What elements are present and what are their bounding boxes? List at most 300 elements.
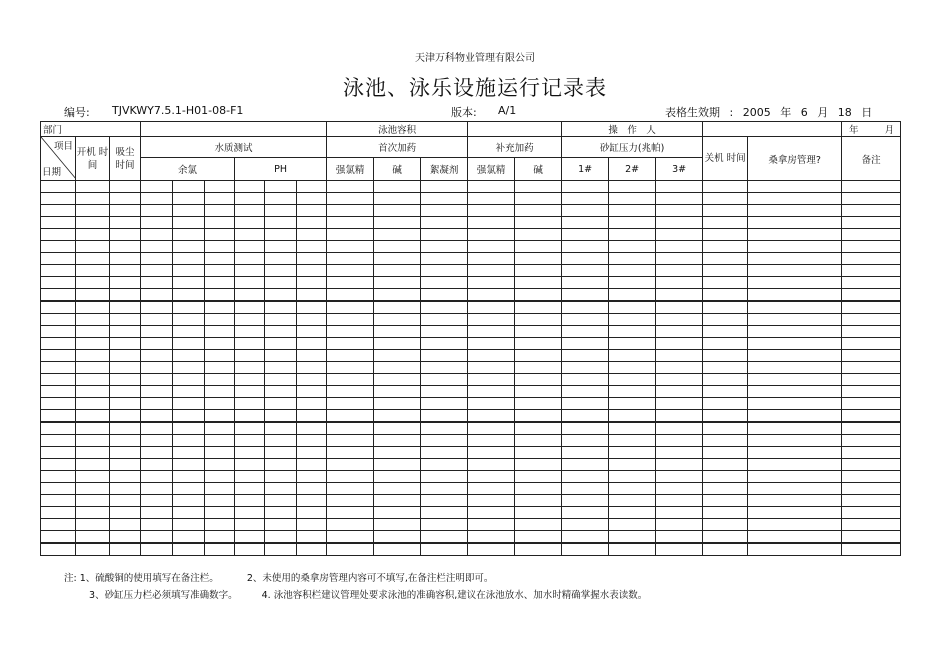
entry-cell[interactable] (656, 398, 703, 410)
entry-cell[interactable] (468, 386, 515, 398)
entry-cell[interactable] (562, 265, 609, 277)
entry-cell[interactable] (421, 193, 468, 205)
entry-cell[interactable] (515, 326, 562, 338)
entry-cell[interactable] (76, 289, 110, 302)
entry-cell[interactable] (468, 447, 515, 459)
entry-cell[interactable] (842, 265, 901, 277)
entry-cell[interactable] (515, 398, 562, 410)
entry-cell[interactable] (515, 338, 562, 350)
entry-cell[interactable] (110, 301, 141, 314)
entry-cell[interactable] (110, 338, 141, 350)
entry-cell[interactable] (205, 289, 235, 302)
entry-cell[interactable] (703, 495, 748, 507)
entry-cell[interactable] (327, 447, 374, 459)
entry-cell[interactable] (235, 350, 265, 362)
entry-cell[interactable] (327, 205, 374, 217)
entry-cell[interactable] (297, 507, 327, 519)
entry-cell[interactable] (748, 205, 842, 217)
entry-cell[interactable] (265, 193, 297, 205)
entry-cell[interactable] (327, 422, 374, 435)
entry-cell[interactable] (173, 205, 205, 217)
entry-cell[interactable] (110, 374, 141, 386)
entry-cell[interactable] (515, 229, 562, 241)
entry-cell[interactable] (265, 241, 297, 253)
entry-cell[interactable] (842, 181, 901, 193)
entry-cell[interactable] (327, 435, 374, 447)
entry-cell[interactable] (656, 410, 703, 423)
entry-cell[interactable] (562, 543, 609, 556)
entry-cell[interactable] (41, 543, 76, 556)
entry-cell[interactable] (173, 350, 205, 362)
entry-cell[interactable] (703, 531, 748, 544)
entry-cell[interactable] (421, 531, 468, 544)
entry-cell[interactable] (562, 253, 609, 265)
entry-cell[interactable] (76, 519, 110, 531)
entry-cell[interactable] (842, 483, 901, 495)
entry-cell[interactable] (468, 471, 515, 483)
entry-cell[interactable] (842, 338, 901, 350)
entry-cell[interactable] (609, 314, 656, 326)
entry-cell[interactable] (205, 314, 235, 326)
entry-cell[interactable] (41, 447, 76, 459)
entry-cell[interactable] (656, 362, 703, 374)
entry-cell[interactable] (562, 217, 609, 229)
entry-cell[interactable] (656, 338, 703, 350)
entry-cell[interactable] (76, 217, 110, 229)
entry-cell[interactable] (421, 422, 468, 435)
entry-cell[interactable] (515, 181, 562, 193)
entry-cell[interactable] (76, 350, 110, 362)
entry-cell[interactable] (235, 471, 265, 483)
entry-cell[interactable] (562, 435, 609, 447)
entry-cell[interactable] (656, 386, 703, 398)
entry-cell[interactable] (265, 531, 297, 544)
entry-cell[interactable] (656, 543, 703, 556)
entry-cell[interactable] (748, 435, 842, 447)
entry-cell[interactable] (748, 314, 842, 326)
entry-cell[interactable] (842, 435, 901, 447)
entry-cell[interactable] (515, 301, 562, 314)
entry-cell[interactable] (327, 241, 374, 253)
entry-cell[interactable] (656, 326, 703, 338)
entry-cell[interactable] (235, 410, 265, 423)
entry-cell[interactable] (141, 205, 173, 217)
entry-cell[interactable] (110, 435, 141, 447)
entry-cell[interactable] (41, 314, 76, 326)
entry-cell[interactable] (205, 398, 235, 410)
entry-cell[interactable] (235, 253, 265, 265)
entry-cell[interactable] (265, 422, 297, 435)
entry-cell[interactable] (173, 265, 205, 277)
entry-cell[interactable] (205, 507, 235, 519)
entry-cell[interactable] (609, 495, 656, 507)
entry-cell[interactable] (235, 459, 265, 471)
entry-cell[interactable] (656, 471, 703, 483)
entry-cell[interactable] (265, 217, 297, 229)
entry-cell[interactable] (468, 362, 515, 374)
entry-cell[interactable] (76, 277, 110, 289)
entry-cell[interactable] (374, 277, 421, 289)
entry-cell[interactable] (374, 205, 421, 217)
entry-cell[interactable] (609, 422, 656, 435)
entry-cell[interactable] (748, 326, 842, 338)
entry-cell[interactable] (468, 350, 515, 362)
entry-cell[interactable] (205, 253, 235, 265)
entry-cell[interactable] (327, 314, 374, 326)
entry-cell[interactable] (748, 350, 842, 362)
entry-cell[interactable] (327, 386, 374, 398)
entry-cell[interactable] (173, 253, 205, 265)
entry-cell[interactable] (703, 217, 748, 229)
entry-cell[interactable] (562, 386, 609, 398)
entry-cell[interactable] (110, 543, 141, 556)
entry-cell[interactable] (703, 362, 748, 374)
entry-cell[interactable] (41, 217, 76, 229)
entry-cell[interactable] (76, 543, 110, 556)
entry-cell[interactable] (703, 350, 748, 362)
entry-cell[interactable] (748, 398, 842, 410)
entry-cell[interactable] (842, 507, 901, 519)
entry-cell[interactable] (421, 253, 468, 265)
entry-cell[interactable] (297, 362, 327, 374)
entry-cell[interactable] (141, 350, 173, 362)
entry-cell[interactable] (748, 447, 842, 459)
entry-cell[interactable] (205, 483, 235, 495)
entry-cell[interactable] (748, 495, 842, 507)
entry-cell[interactable] (842, 326, 901, 338)
entry-cell[interactable] (468, 531, 515, 544)
entry-cell[interactable] (41, 519, 76, 531)
entry-cell[interactable] (374, 338, 421, 350)
entry-cell[interactable] (235, 386, 265, 398)
entry-cell[interactable] (703, 543, 748, 556)
entry-cell[interactable] (421, 519, 468, 531)
entry-cell[interactable] (205, 386, 235, 398)
entry-cell[interactable] (515, 217, 562, 229)
entry-cell[interactable] (173, 289, 205, 302)
entry-cell[interactable] (297, 338, 327, 350)
entry-cell[interactable] (842, 410, 901, 423)
entry-cell[interactable] (173, 181, 205, 193)
entry-cell[interactable] (141, 265, 173, 277)
entry-cell[interactable] (173, 193, 205, 205)
entry-cell[interactable] (297, 314, 327, 326)
entry-cell[interactable] (141, 338, 173, 350)
entry-cell[interactable] (703, 181, 748, 193)
entry-cell[interactable] (110, 229, 141, 241)
entry-cell[interactable] (842, 374, 901, 386)
entry-cell[interactable] (515, 435, 562, 447)
entry-cell[interactable] (515, 447, 562, 459)
entry-cell[interactable] (41, 326, 76, 338)
entry-cell[interactable] (468, 277, 515, 289)
entry-cell[interactable] (76, 531, 110, 544)
entry-cell[interactable] (110, 193, 141, 205)
entry-cell[interactable] (235, 205, 265, 217)
entry-cell[interactable] (656, 459, 703, 471)
entry-cell[interactable] (703, 374, 748, 386)
entry-cell[interactable] (421, 265, 468, 277)
entry-cell[interactable] (327, 326, 374, 338)
entry-cell[interactable] (609, 338, 656, 350)
entry-cell[interactable] (110, 398, 141, 410)
entry-cell[interactable] (327, 531, 374, 544)
entry-cell[interactable] (748, 193, 842, 205)
entry-cell[interactable] (374, 386, 421, 398)
entry-cell[interactable] (173, 471, 205, 483)
pool-volume-value[interactable] (468, 122, 562, 137)
entry-cell[interactable] (374, 543, 421, 556)
entry-cell[interactable] (41, 410, 76, 423)
entry-cell[interactable] (374, 229, 421, 241)
entry-cell[interactable] (235, 507, 265, 519)
entry-cell[interactable] (235, 277, 265, 289)
entry-cell[interactable] (141, 301, 173, 314)
entry-cell[interactable] (374, 495, 421, 507)
entry-cell[interactable] (141, 543, 173, 556)
entry-cell[interactable] (842, 543, 901, 556)
entry-cell[interactable] (205, 205, 235, 217)
entry-cell[interactable] (748, 422, 842, 435)
entry-cell[interactable] (76, 253, 110, 265)
entry-cell[interactable] (205, 350, 235, 362)
entry-cell[interactable] (205, 265, 235, 277)
entry-cell[interactable] (515, 314, 562, 326)
entry-cell[interactable] (235, 447, 265, 459)
entry-cell[interactable] (374, 265, 421, 277)
entry-cell[interactable] (173, 229, 205, 241)
entry-cell[interactable] (110, 519, 141, 531)
entry-cell[interactable] (327, 289, 374, 302)
entry-cell[interactable] (141, 483, 173, 495)
entry-cell[interactable] (141, 447, 173, 459)
entry-cell[interactable] (703, 205, 748, 217)
entry-cell[interactable] (297, 326, 327, 338)
entry-cell[interactable] (748, 253, 842, 265)
entry-cell[interactable] (205, 410, 235, 423)
entry-cell[interactable] (842, 422, 901, 435)
entry-cell[interactable] (297, 435, 327, 447)
entry-cell[interactable] (297, 205, 327, 217)
entry-cell[interactable] (327, 229, 374, 241)
entry-cell[interactable] (235, 435, 265, 447)
entry-cell[interactable] (562, 422, 609, 435)
entry-cell[interactable] (76, 314, 110, 326)
entry-cell[interactable] (609, 459, 656, 471)
entry-cell[interactable] (421, 435, 468, 447)
entry-cell[interactable] (842, 229, 901, 241)
dept-value[interactable] (141, 122, 327, 137)
entry-cell[interactable] (173, 314, 205, 326)
entry-cell[interactable] (41, 205, 76, 217)
entry-cell[interactable] (374, 193, 421, 205)
entry-cell[interactable] (110, 241, 141, 253)
entry-cell[interactable] (205, 277, 235, 289)
entry-cell[interactable] (468, 241, 515, 253)
entry-cell[interactable] (235, 193, 265, 205)
entry-cell[interactable] (421, 386, 468, 398)
entry-cell[interactable] (468, 483, 515, 495)
entry-cell[interactable] (297, 495, 327, 507)
entry-cell[interactable] (141, 435, 173, 447)
entry-cell[interactable] (609, 229, 656, 241)
entry-cell[interactable] (265, 289, 297, 302)
entry-cell[interactable] (327, 181, 374, 193)
entry-cell[interactable] (374, 350, 421, 362)
entry-cell[interactable] (235, 422, 265, 435)
entry-cell[interactable] (703, 471, 748, 483)
entry-cell[interactable] (609, 350, 656, 362)
entry-cell[interactable] (173, 410, 205, 423)
entry-cell[interactable] (515, 543, 562, 556)
entry-cell[interactable] (515, 289, 562, 302)
entry-cell[interactable] (748, 241, 842, 253)
entry-cell[interactable] (421, 241, 468, 253)
entry-cell[interactable] (235, 229, 265, 241)
entry-cell[interactable] (76, 483, 110, 495)
entry-cell[interactable] (235, 326, 265, 338)
entry-cell[interactable] (265, 265, 297, 277)
entry-cell[interactable] (609, 386, 656, 398)
entry-cell[interactable] (41, 483, 76, 495)
entry-cell[interactable] (421, 447, 468, 459)
entry-cell[interactable] (297, 289, 327, 302)
entry-cell[interactable] (76, 459, 110, 471)
entry-cell[interactable] (76, 495, 110, 507)
entry-cell[interactable] (703, 265, 748, 277)
entry-cell[interactable] (609, 471, 656, 483)
entry-cell[interactable] (205, 471, 235, 483)
entry-cell[interactable] (327, 301, 374, 314)
entry-cell[interactable] (265, 314, 297, 326)
entry-cell[interactable] (110, 289, 141, 302)
entry-cell[interactable] (468, 229, 515, 241)
entry-cell[interactable] (297, 277, 327, 289)
entry-cell[interactable] (110, 459, 141, 471)
entry-cell[interactable] (327, 374, 374, 386)
entry-cell[interactable] (235, 217, 265, 229)
entry-cell[interactable] (173, 543, 205, 556)
entry-cell[interactable] (656, 217, 703, 229)
entry-cell[interactable] (748, 386, 842, 398)
entry-cell[interactable] (41, 241, 76, 253)
entry-cell[interactable] (327, 217, 374, 229)
entry-cell[interactable] (562, 362, 609, 374)
entry-cell[interactable] (703, 289, 748, 302)
entry-cell[interactable] (656, 193, 703, 205)
entry-cell[interactable] (110, 531, 141, 544)
entry-cell[interactable] (173, 398, 205, 410)
entry-cell[interactable] (76, 301, 110, 314)
entry-cell[interactable] (265, 398, 297, 410)
entry-cell[interactable] (297, 241, 327, 253)
entry-cell[interactable] (141, 289, 173, 302)
entry-cell[interactable] (656, 531, 703, 544)
entry-cell[interactable] (421, 483, 468, 495)
entry-cell[interactable] (205, 362, 235, 374)
entry-cell[interactable] (141, 277, 173, 289)
entry-cell[interactable] (468, 181, 515, 193)
entry-cell[interactable] (265, 471, 297, 483)
entry-cell[interactable] (141, 410, 173, 423)
entry-cell[interactable] (562, 289, 609, 302)
entry-cell[interactable] (562, 338, 609, 350)
entry-cell[interactable] (41, 422, 76, 435)
entry-cell[interactable] (41, 495, 76, 507)
entry-cell[interactable] (703, 229, 748, 241)
entry-cell[interactable] (468, 253, 515, 265)
entry-cell[interactable] (41, 459, 76, 471)
entry-cell[interactable] (265, 543, 297, 556)
entry-cell[interactable] (562, 471, 609, 483)
entry-cell[interactable] (205, 435, 235, 447)
entry-cell[interactable] (173, 338, 205, 350)
entry-cell[interactable] (327, 338, 374, 350)
entry-cell[interactable] (110, 314, 141, 326)
entry-cell[interactable] (297, 543, 327, 556)
entry-cell[interactable] (748, 483, 842, 495)
entry-cell[interactable] (327, 459, 374, 471)
entry-cell[interactable] (842, 314, 901, 326)
entry-cell[interactable] (173, 483, 205, 495)
entry-cell[interactable] (703, 241, 748, 253)
entry-cell[interactable] (110, 422, 141, 435)
entry-cell[interactable] (265, 483, 297, 495)
entry-cell[interactable] (515, 350, 562, 362)
entry-cell[interactable] (748, 374, 842, 386)
entry-cell[interactable] (110, 326, 141, 338)
entry-cell[interactable] (374, 519, 421, 531)
entry-cell[interactable] (297, 374, 327, 386)
entry-cell[interactable] (842, 531, 901, 544)
entry-cell[interactable] (609, 531, 656, 544)
entry-cell[interactable] (374, 362, 421, 374)
entry-cell[interactable] (609, 289, 656, 302)
entry-cell[interactable] (110, 471, 141, 483)
entry-cell[interactable] (205, 495, 235, 507)
entry-cell[interactable] (205, 181, 235, 193)
entry-cell[interactable] (374, 253, 421, 265)
entry-cell[interactable] (703, 193, 748, 205)
entry-cell[interactable] (297, 519, 327, 531)
entry-cell[interactable] (41, 338, 76, 350)
entry-cell[interactable] (468, 459, 515, 471)
entry-cell[interactable] (205, 531, 235, 544)
entry-cell[interactable] (110, 495, 141, 507)
entry-cell[interactable] (748, 459, 842, 471)
entry-cell[interactable] (656, 241, 703, 253)
entry-cell[interactable] (297, 531, 327, 544)
entry-cell[interactable] (327, 543, 374, 556)
entry-cell[interactable] (327, 350, 374, 362)
entry-cell[interactable] (468, 338, 515, 350)
entry-cell[interactable] (748, 301, 842, 314)
entry-cell[interactable] (235, 314, 265, 326)
entry-cell[interactable] (842, 519, 901, 531)
entry-cell[interactable] (141, 422, 173, 435)
entry-cell[interactable] (748, 229, 842, 241)
entry-cell[interactable] (374, 531, 421, 544)
entry-cell[interactable] (562, 350, 609, 362)
entry-cell[interactable] (265, 205, 297, 217)
entry-cell[interactable] (468, 410, 515, 423)
entry-cell[interactable] (609, 326, 656, 338)
entry-cell[interactable] (41, 350, 76, 362)
entry-cell[interactable] (421, 217, 468, 229)
entry-cell[interactable] (297, 181, 327, 193)
entry-cell[interactable] (842, 253, 901, 265)
entry-cell[interactable] (468, 422, 515, 435)
